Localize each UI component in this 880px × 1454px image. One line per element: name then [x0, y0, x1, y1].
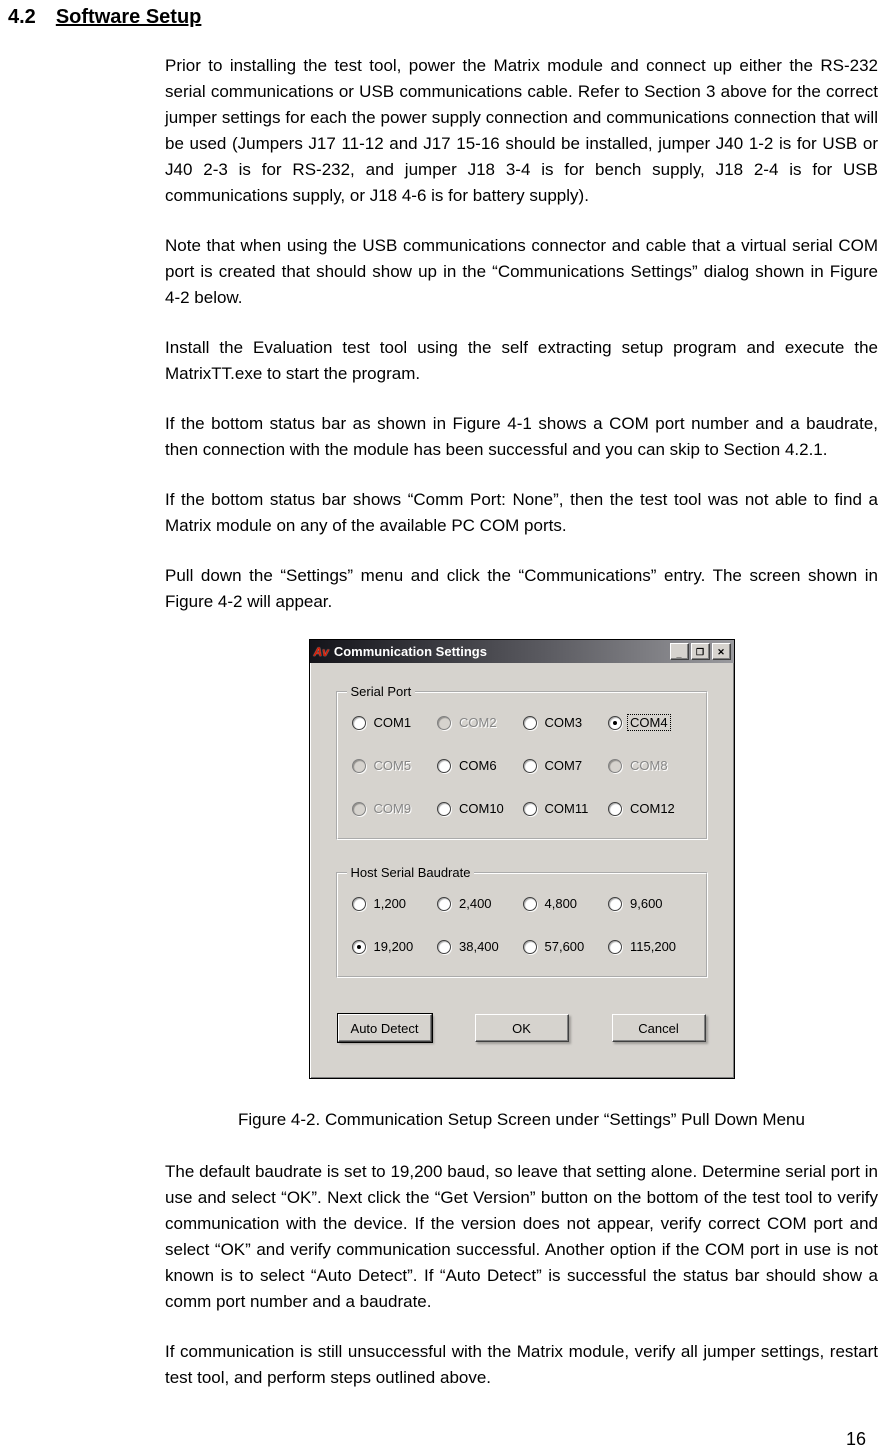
- radio-label: COM1: [373, 715, 412, 730]
- radio-label: 19,200: [373, 939, 414, 954]
- paragraph: Pull down the “Settings” menu and click the “Communications” entry. The screen shown in Figure 4-2 will appear.: [165, 566, 878, 611]
- radio-option-com4[interactable]: [608, 715, 694, 730]
- serial-port-options: [338, 693, 706, 838]
- radio-label: COM12: [630, 801, 675, 816]
- radio-option-2400[interactable]: [437, 896, 523, 911]
- radio-label: COM8: [630, 758, 668, 773]
- radio-button-icon[interactable]: [523, 716, 537, 730]
- radio-label: COM10: [459, 801, 504, 816]
- radio-option-com5: [352, 758, 438, 773]
- radio-label: COM9: [373, 801, 412, 816]
- paragraph: Note that when using the USB communications connector and cable that a virtual serial COM port is created that should show up in the “Communications Settings” dialog shown in Figure 4-2 below.: [165, 236, 878, 307]
- radio-label: COM3: [544, 715, 583, 730]
- minimize-button[interactable]: _: [670, 643, 689, 660]
- radio-option-1200[interactable]: [352, 896, 438, 911]
- radio-label: 115,200: [630, 939, 677, 954]
- maximize-button[interactable]: ❐: [691, 643, 710, 660]
- radio-button-icon[interactable]: [352, 897, 366, 911]
- dialog-titlebar[interactable]: [310, 640, 734, 663]
- radio-label: COM7: [544, 758, 583, 773]
- radio-label: 9,600: [630, 896, 663, 911]
- radio-button-icon[interactable]: [437, 759, 451, 773]
- radio-option-9600[interactable]: [608, 896, 694, 911]
- paragraph: Install the Evaluation test tool using the self extracting setup program and execute the MatrixTT.exe to start the program.: [165, 338, 878, 383]
- dialog-buttons: [336, 1014, 708, 1042]
- radio-button-icon[interactable]: [523, 802, 537, 816]
- cancel-button[interactable]: Cancel: [612, 1014, 706, 1042]
- radio-option-57600[interactable]: [523, 939, 609, 954]
- radio-option-com3[interactable]: [523, 715, 609, 730]
- radio-label: 2,400: [459, 896, 492, 911]
- radio-button-icon[interactable]: [608, 897, 622, 911]
- radio-button-icon: [352, 759, 366, 773]
- serial-port-group-label: Serial Port: [347, 684, 416, 699]
- app-icon: Av: [313, 644, 329, 659]
- radio-button-icon[interactable]: [608, 802, 622, 816]
- baudrate-options: [338, 874, 706, 976]
- ok-button[interactable]: OK: [475, 1014, 569, 1042]
- radio-label: 1,200: [373, 896, 407, 911]
- radio-option-115200[interactable]: [608, 939, 694, 954]
- serial-port-group: [336, 684, 708, 840]
- radio-option-com10[interactable]: [437, 801, 523, 816]
- baudrate-group: [336, 865, 708, 978]
- radio-label: COM11: [544, 801, 589, 816]
- paragraph: The default baudrate is set to 19,200 baud, so leave that setting alone. Determine serial port in use and select “OK”. Next click the “Get Version” button on the bottom of the test tool to verify communication with the device. If the version does not appear, verify correct COM port and select “OK” and verify communication successful. Another option if the COM port in use is not known is to select “Auto Detect”. If “Auto Detect” is successful the status bar should show a comm port number and a baudrate.: [165, 1162, 878, 1311]
- radio-option-com2: [437, 715, 523, 730]
- radio-button-icon: [352, 802, 366, 816]
- body-text: [165, 53, 878, 1391]
- radio-button-icon[interactable]: [352, 940, 366, 954]
- figure-caption: Figure 4-2. Communication Setup Screen under “Settings” Pull Down Menu: [238, 1110, 805, 1129]
- radio-option-com12[interactable]: [608, 801, 694, 816]
- radio-option-com7[interactable]: [523, 758, 609, 773]
- radio-option-com6[interactable]: [437, 758, 523, 773]
- radio-button-icon[interactable]: [437, 802, 451, 816]
- radio-button-icon[interactable]: [608, 940, 622, 954]
- radio-button-icon[interactable]: [523, 897, 537, 911]
- auto-detect-button[interactable]: Auto Detect: [338, 1014, 432, 1042]
- window-controls: [670, 643, 731, 660]
- radio-option-com1[interactable]: [352, 715, 438, 730]
- radio-label: COM2: [459, 715, 497, 730]
- paragraph: Prior to installing the test tool, power the Matrix module and connect up either the RS-232 serial communications or USB communications cable. Refer to Section 3 above for the correct jumper settings for each the power supply connection and communications connection that will be used (Jumpers J17 11-12 and J17 15-16 should be installed, jumper J40 1-2 is for USB or J40 2-3 is for RS-232, and jumper J18 3-4 is for bench supply, J18 2-4 is for USB communications supply, or J18 4-6 is for battery supply).: [165, 56, 878, 205]
- document-page: [0, 6, 880, 1454]
- dialog-title: Communication Settings: [333, 644, 487, 659]
- baudrate-group-label: Host Serial Baudrate: [347, 865, 475, 880]
- radio-button-icon[interactable]: [437, 897, 451, 911]
- radio-button-icon: [608, 759, 622, 773]
- radio-option-38400[interactable]: [437, 939, 523, 954]
- radio-option-com8: [608, 758, 694, 773]
- radio-option-19200[interactable]: [352, 939, 438, 954]
- radio-button-icon[interactable]: [523, 759, 537, 773]
- section-number: 4.2: [8, 6, 36, 28]
- radio-label: 57,600: [544, 939, 585, 954]
- radio-option-4800[interactable]: [523, 896, 609, 911]
- radio-option-com11[interactable]: [523, 801, 609, 816]
- section-title: Software Setup: [55, 6, 202, 28]
- radio-label: COM5: [373, 758, 412, 773]
- radio-label: COM6: [459, 758, 497, 773]
- radio-button-icon[interactable]: [523, 940, 537, 954]
- section-heading: [8, 6, 880, 29]
- radio-button-icon: [437, 716, 451, 730]
- paragraph: If the bottom status bar as shown in Figure 4-1 shows a COM port number and a baudrate, then connection with the module has been successful and you can skip to Section 4.2.1.: [165, 414, 878, 459]
- radio-label: 4,800: [544, 896, 578, 911]
- dialog-body: [310, 663, 734, 1078]
- radio-button-icon[interactable]: [352, 716, 366, 730]
- paragraph: If communication is still unsuccessful with the Matrix module, verify all jumper settings, restart test tool, and perform steps outlined above.: [165, 1342, 878, 1387]
- figure: [165, 639, 878, 1133]
- radio-button-icon[interactable]: [437, 940, 451, 954]
- communication-settings-dialog: [309, 639, 735, 1079]
- radio-button-icon[interactable]: [608, 716, 622, 730]
- radio-option-com9: [352, 801, 438, 816]
- radio-label: 38,400: [459, 939, 499, 954]
- radio-label: COM4: [630, 715, 668, 730]
- close-button[interactable]: ✕: [712, 643, 731, 660]
- paragraph: If the bottom status bar shows “Comm Port: None”, then the test tool was not able to find a Matrix module on any of the available PC COM ports.: [165, 490, 878, 535]
- page-number: 16: [845, 1429, 866, 1449]
